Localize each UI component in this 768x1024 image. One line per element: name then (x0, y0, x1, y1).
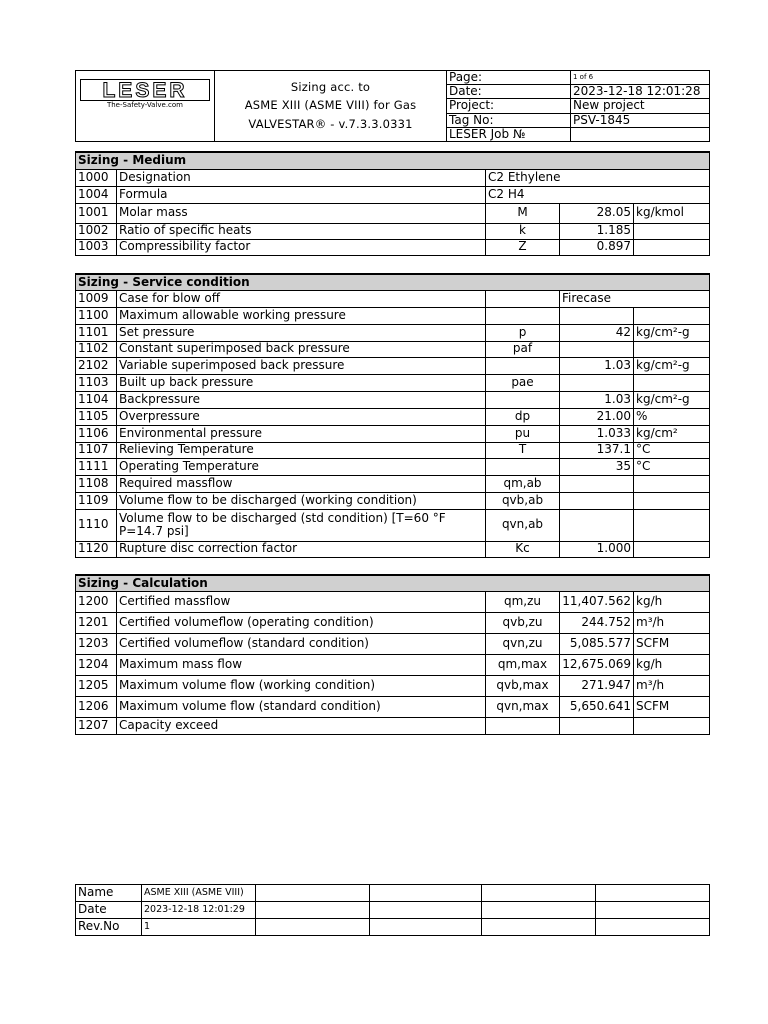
row-unit: kg/cm²-g (634, 357, 710, 374)
row-label: Volume flow to be discharged (std condition) [T=60 °F P=14.7 psi] (117, 509, 486, 541)
row-label: Volume flow to be discharged (working condition) (117, 492, 486, 509)
row-value: 42 (560, 324, 634, 341)
row-symbol (486, 717, 560, 734)
row-unit (634, 492, 710, 509)
header-table (75, 70, 710, 142)
footer-empty-cell (596, 902, 710, 919)
section-title: Sizing - Calculation (76, 575, 710, 591)
row-value (560, 475, 634, 492)
row-label: Set pressure (117, 324, 486, 341)
row-unit: m³/h (634, 612, 710, 633)
row-value: 137.1 (560, 442, 634, 458)
project-name: New project (571, 99, 710, 113)
row-value: 0.897 (560, 239, 634, 255)
row-label: Molar mass (117, 203, 486, 223)
row-code: 1111 (76, 458, 117, 475)
row-label: Constant superimposed back pressure (117, 341, 486, 357)
row-value (560, 341, 634, 357)
row-label: Ratio of specific heats (117, 223, 486, 239)
row-value: 1.03 (560, 391, 634, 408)
row-label: Maximum volume flow (standard condition) (117, 696, 486, 717)
row-value: 11,407.562 (560, 591, 634, 612)
tag-number: PSV-1845 (571, 113, 710, 127)
title-line-2: ASME XIII (ASME VIII) for Gas (244, 98, 417, 113)
row-value (560, 509, 634, 541)
row-code: 1009 (76, 290, 117, 307)
footer-empty-cell (596, 885, 710, 902)
footer-empty-cell (482, 885, 596, 902)
footer-rev-value: 1 (142, 919, 256, 936)
logo-cell (76, 71, 215, 142)
row-label: Designation (117, 169, 486, 186)
row-code: 1207 (76, 717, 117, 734)
logo-lettering: LESER (102, 79, 188, 101)
footer-empty-cell (370, 902, 482, 919)
row-unit (634, 223, 710, 239)
footer-empty-cell (256, 885, 370, 902)
row-symbol (486, 307, 560, 324)
page-number: 1 of 6 (571, 71, 710, 85)
row-label: Rupture disc correction factor (117, 541, 486, 557)
row-code: 1105 (76, 408, 117, 425)
row-label: Certified volumeflow (operating condition) (117, 612, 486, 633)
row-code: 1200 (76, 591, 117, 612)
row-unit: % (634, 408, 710, 425)
footer-empty-cell (256, 919, 370, 936)
designation-value: C2 Ethylene (486, 169, 710, 186)
row-unit: kg/h (634, 654, 710, 675)
title-line-1: Sizing acc. to (290, 79, 371, 94)
row-value: 21.00 (560, 408, 634, 425)
row-code: 1106 (76, 425, 117, 442)
row-code: 1002 (76, 223, 117, 239)
row-code: 1101 (76, 324, 117, 341)
row-unit (634, 239, 710, 255)
row-code: 1201 (76, 612, 117, 633)
row-label: Certified volumeflow (standard condition) (117, 633, 486, 654)
row-code: 2102 (76, 357, 117, 374)
row-unit: kg/kmol (634, 203, 710, 223)
row-unit (634, 307, 710, 324)
row-symbol: pu (486, 425, 560, 442)
row-value: 35 (560, 458, 634, 475)
meta-label: Page: (447, 71, 571, 85)
row-label: Certified massflow (117, 591, 486, 612)
meta-label: Project: (447, 99, 571, 113)
row-value: 1.033 (560, 425, 634, 442)
row-code: 1205 (76, 675, 117, 696)
row-symbol: dp (486, 408, 560, 425)
row-value: 28.05 (560, 203, 634, 223)
formula-value: C2 H4 (486, 186, 710, 203)
row-symbol: qvn,ab (486, 509, 560, 541)
row-value: 5,650.641 (560, 696, 634, 717)
meta-label: Date: (447, 85, 571, 99)
row-unit (634, 374, 710, 391)
row-value: 1.185 (560, 223, 634, 239)
row-code: 1001 (76, 203, 117, 223)
row-symbol: M (486, 203, 560, 223)
row-symbol: qvn,max (486, 696, 560, 717)
row-code: 1110 (76, 509, 117, 541)
row-code: 1203 (76, 633, 117, 654)
row-symbol: qm,ab (486, 475, 560, 492)
section-title: Sizing - Medium (76, 152, 710, 169)
meta-label: LESER Job № (447, 127, 571, 141)
row-label: Formula (117, 186, 486, 203)
row-unit (634, 509, 710, 541)
meta-label: Tag No: (447, 113, 571, 127)
row-symbol: p (486, 324, 560, 341)
revision-table (75, 884, 710, 936)
calculation-table (75, 574, 710, 735)
leser-logo (80, 79, 210, 101)
footer-empty-cell (482, 919, 596, 936)
row-unit: kg/cm²-g (634, 391, 710, 408)
row-symbol: qvn,zu (486, 633, 560, 654)
row-label: Maximum allowable working pressure (117, 307, 486, 324)
row-label: Case for blow off (117, 290, 486, 307)
row-symbol: qm,zu (486, 591, 560, 612)
row-label: Variable superimposed back pressure (117, 357, 486, 374)
footer-empty-cell (370, 919, 482, 936)
row-symbol: Z (486, 239, 560, 255)
row-label: Operating Temperature (117, 458, 486, 475)
row-symbol (486, 290, 560, 307)
row-unit: °C (634, 442, 710, 458)
section-title: Sizing - Service condition (76, 274, 710, 290)
row-symbol: qvb,zu (486, 612, 560, 633)
row-code: 1109 (76, 492, 117, 509)
row-code: 1000 (76, 169, 117, 186)
medium-table (75, 151, 710, 256)
row-value (560, 374, 634, 391)
row-value: 1.03 (560, 357, 634, 374)
row-value: 12,675.069 (560, 654, 634, 675)
row-value (560, 492, 634, 509)
title-line-3: VALVESTAR® - v.7.3.3.0331 (248, 117, 413, 132)
row-label: Required massflow (117, 475, 486, 492)
row-label: Backpressure (117, 391, 486, 408)
row-symbol: qvb,max (486, 675, 560, 696)
row-unit: m³/h (634, 675, 710, 696)
row-code: 1102 (76, 341, 117, 357)
row-symbol: pae (486, 374, 560, 391)
row-value (560, 307, 634, 324)
row-symbol (486, 458, 560, 475)
row-symbol: k (486, 223, 560, 239)
footer-label: Name (76, 885, 142, 902)
row-label: Compressibility factor (117, 239, 486, 255)
row-unit: SCFM (634, 696, 710, 717)
row-symbol: qvb,ab (486, 492, 560, 509)
row-code: 1206 (76, 696, 117, 717)
row-label: Capacity exceed (117, 717, 486, 734)
row-code: 1104 (76, 391, 117, 408)
row-symbol: qm,max (486, 654, 560, 675)
row-unit: kg/cm² (634, 425, 710, 442)
job-number (571, 127, 710, 141)
row-symbol: paf (486, 341, 560, 357)
row-label: Maximum mass flow (117, 654, 486, 675)
row-value (560, 717, 634, 734)
report-date: 2023-12-18 12:01:28 (571, 85, 710, 99)
row-code: 1004 (76, 186, 117, 203)
row-symbol: Kc (486, 541, 560, 557)
row-code: 1108 (76, 475, 117, 492)
row-code: 1107 (76, 442, 117, 458)
footer-empty-cell (482, 902, 596, 919)
footer-label: Rev.No (76, 919, 142, 936)
logo-subtitle: The-Safety-Valve.com (106, 101, 184, 109)
row-value: 244.752 (560, 612, 634, 633)
row-code: 1100 (76, 307, 117, 324)
row-code: 1003 (76, 239, 117, 255)
row-code: 1204 (76, 654, 117, 675)
row-label: Built up back pressure (117, 374, 486, 391)
footer-empty-cell (596, 919, 710, 936)
footer-date-value: 2023-12-18 12:01:29 (142, 902, 256, 919)
row-code: 1103 (76, 374, 117, 391)
row-label: Relieving Temperature (117, 442, 486, 458)
row-unit (634, 541, 710, 557)
row-value: 1.000 (560, 541, 634, 557)
row-symbol (486, 357, 560, 374)
row-unit (634, 717, 710, 734)
row-unit: kg/cm²-g (634, 324, 710, 341)
row-unit: kg/h (634, 591, 710, 612)
footer-name-value: ASME XIII (ASME VIII) (142, 885, 256, 902)
row-unit: °C (634, 458, 710, 475)
row-code: 1120 (76, 541, 117, 557)
footer-label: Date (76, 902, 142, 919)
row-unit (634, 475, 710, 492)
report-title (215, 71, 447, 142)
footer-empty-cell (256, 902, 370, 919)
row-unit: SCFM (634, 633, 710, 654)
service-table (75, 273, 710, 558)
row-value: 271.947 (560, 675, 634, 696)
blow-off-case: Firecase (560, 290, 710, 307)
row-symbol (486, 391, 560, 408)
row-symbol: T (486, 442, 560, 458)
row-label: Environmental pressure (117, 425, 486, 442)
row-value: 5,085.577 (560, 633, 634, 654)
footer-empty-cell (370, 885, 482, 902)
row-unit (634, 341, 710, 357)
row-label: Overpressure (117, 408, 486, 425)
row-label: Maximum volume flow (working condition) (117, 675, 486, 696)
